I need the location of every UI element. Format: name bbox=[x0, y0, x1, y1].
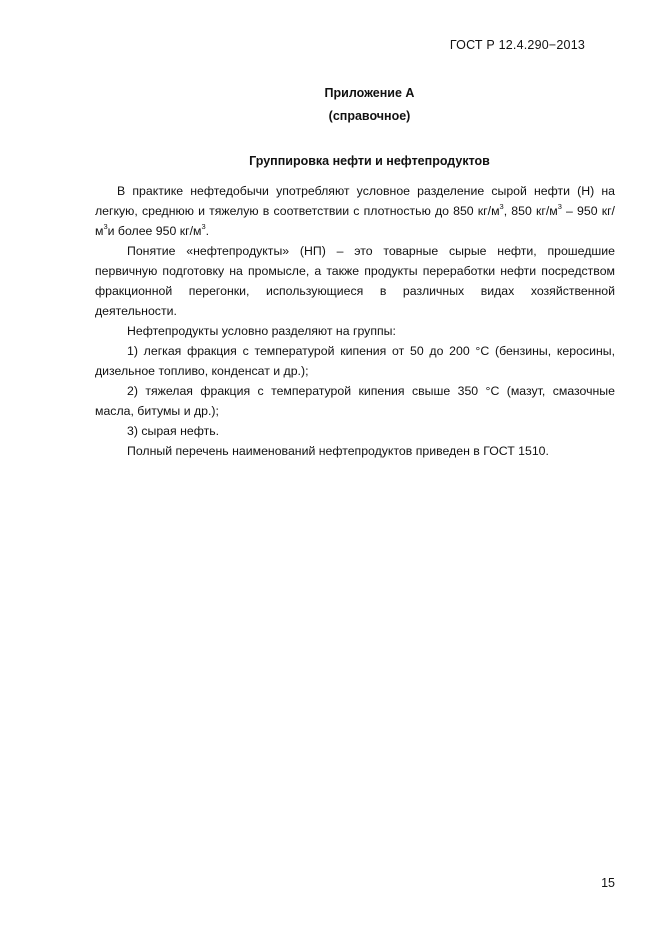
paragraph-petroleum-products-definition: Понятие «нефтепродукты» (НП) – это товарные сырые нефти, прошедшие первичную подготовку на промысле, а также продукты переработки нефти посредством фракционной перегонки, использующиеся в различных видах хозяйственной деятельности. bbox=[95, 244, 615, 318]
list-item-light-fraction: 1) легкая фракция с температурой кипения от 50 до 200 °С (бензины, керосины, дизельное топливо, конденсат и др.); bbox=[95, 344, 615, 378]
superscript: 3 bbox=[201, 222, 206, 231]
paragraph-groups-intro: Нефтепродукты условно разделяют на группы: bbox=[127, 324, 396, 338]
paragraph-crude-oil-classification bbox=[95, 181, 615, 241]
paragraph-full-list-reference: Полный перечень наименований нефтепродуктов приведен в ГОСТ 1510. bbox=[127, 444, 549, 458]
appendix-subtitle: (справочное) bbox=[328, 109, 411, 123]
appendix-title: Приложение А bbox=[324, 86, 415, 100]
list-item-crude-oil: 3) сырая нефть. bbox=[127, 424, 220, 438]
superscript: 3 bbox=[557, 202, 562, 211]
text-run: и более 950 кг/м bbox=[107, 224, 202, 238]
superscript: 3 bbox=[103, 222, 108, 231]
page-number: 15 bbox=[601, 876, 615, 890]
text-run: . bbox=[205, 224, 210, 238]
superscript: 3 bbox=[499, 202, 504, 211]
text-run: В практике нефтедобычи употребляют условное разделение сырой нефти (Н) на легкую, среднюю и тяжелую в соответствии с плотностью до 850 кг/м bbox=[95, 184, 615, 218]
document-standard-header: ГОСТ Р 12.4.290−2013 bbox=[449, 38, 585, 52]
text-run: – 950 кг/м bbox=[95, 204, 615, 238]
list-item-heavy-fraction: 2) тяжелая фракция с температурой кипения свыше 350 °С (мазут, смазочные масла, битумы и др.); bbox=[95, 384, 615, 418]
text-run: , 850 кг/м bbox=[503, 204, 558, 218]
document-body bbox=[95, 181, 615, 461]
section-title: Группировка нефти и нефтепродуктов bbox=[249, 154, 490, 168]
